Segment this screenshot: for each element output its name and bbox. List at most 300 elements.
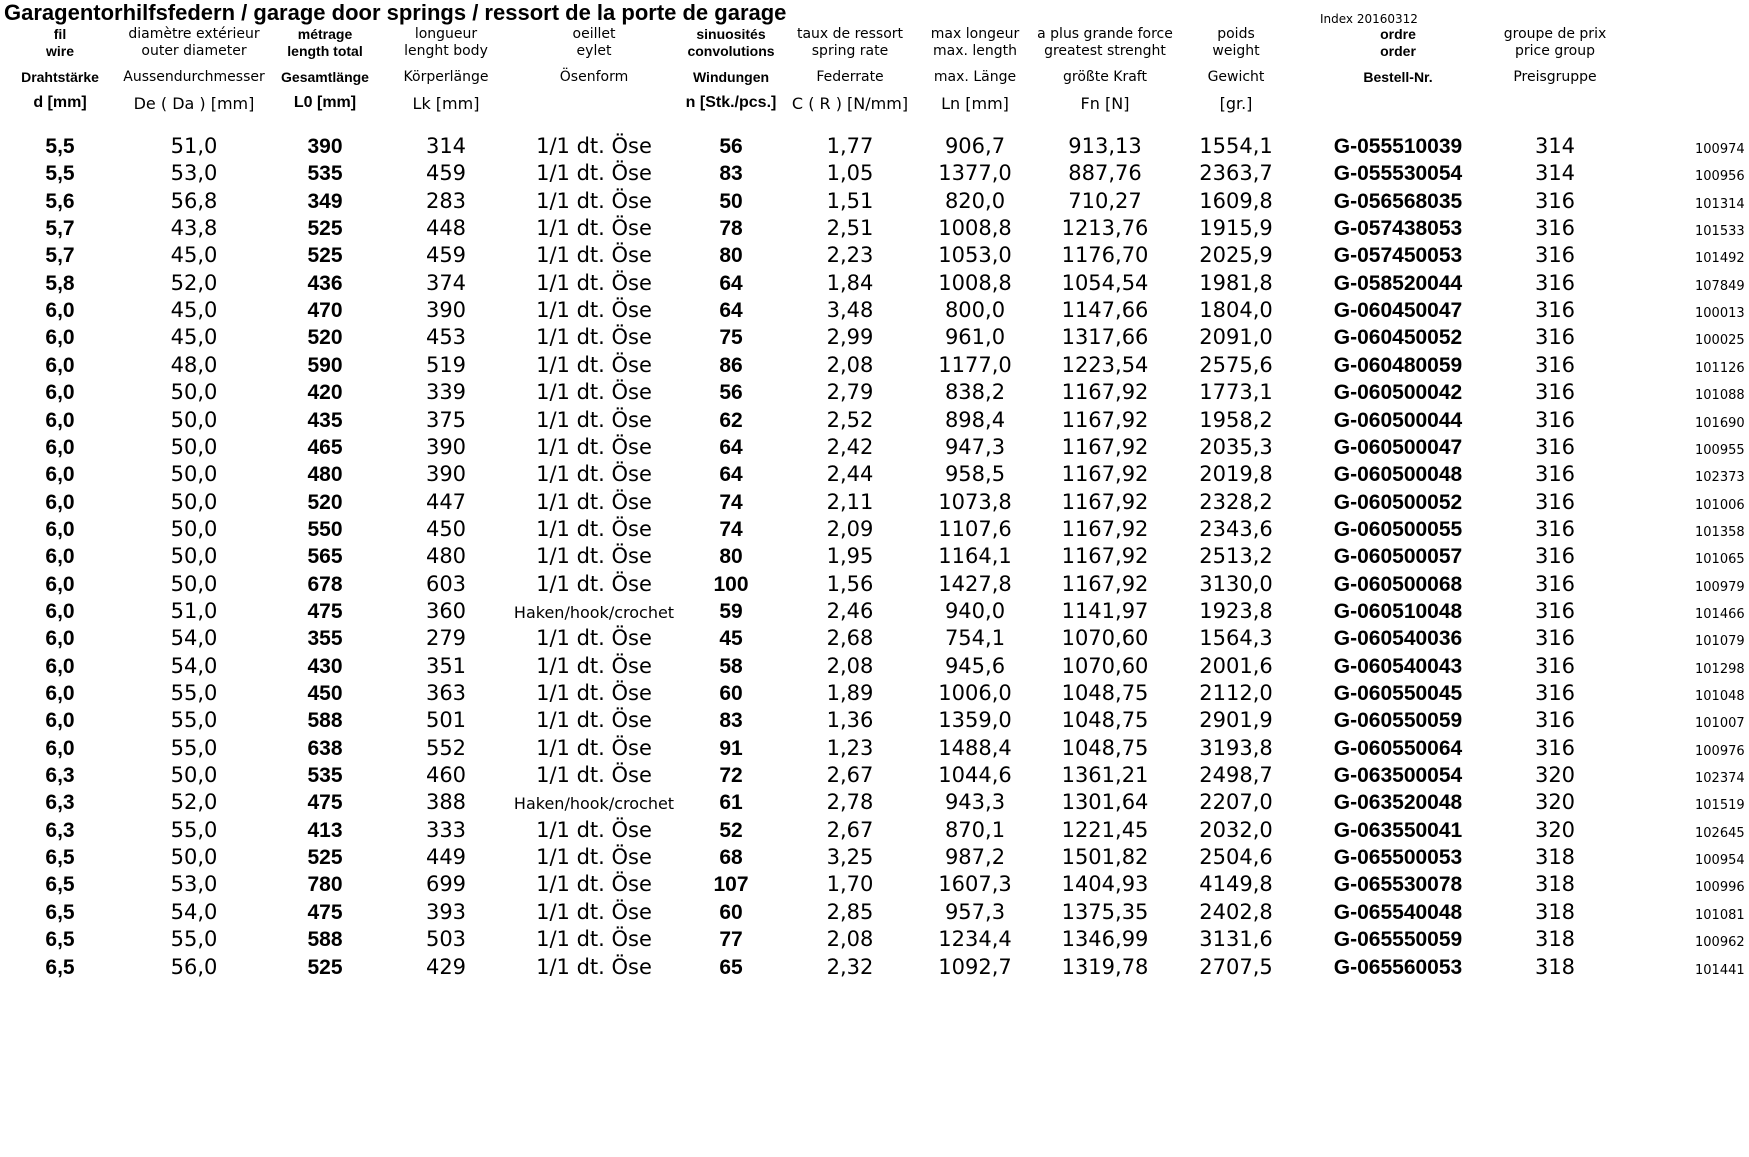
cell-wire: 6,0 xyxy=(45,572,75,596)
cell-greatest-force: 1301,64 xyxy=(1061,790,1149,815)
article-id: 101441 xyxy=(1695,962,1745,978)
cell-order-number: G-060540036 xyxy=(1333,627,1463,651)
header-convolutions-en: convolutions xyxy=(687,43,775,59)
cell-convolutions: 77 xyxy=(719,928,743,952)
article-id: 100956 xyxy=(1695,169,1745,185)
cell-greatest-force: 1375,35 xyxy=(1061,899,1149,924)
cell-spring-rate: 1,51 xyxy=(826,188,874,213)
article-id: 101081 xyxy=(1695,907,1745,923)
cell-length-total: 480 xyxy=(307,463,343,487)
header-length-total-unit: L0 [mm] xyxy=(293,94,357,111)
cell-greatest-force: 1501,82 xyxy=(1061,845,1149,870)
cell-weight: 4149,8 xyxy=(1199,872,1273,897)
cell-order-number: G-065540048 xyxy=(1333,900,1463,924)
table-row xyxy=(0,844,1749,871)
header-weight-en: weight xyxy=(1212,43,1260,59)
cell-max-length: 800,0 xyxy=(944,298,1006,323)
cell-length-body: 429 xyxy=(425,954,467,979)
cell-max-length: 1092,7 xyxy=(938,954,1012,979)
cell-outer-diameter: 55,0 xyxy=(170,817,218,842)
cell-outer-diameter: 54,0 xyxy=(170,899,218,924)
cell-length-total: 678 xyxy=(307,572,343,596)
cell-convolutions: 72 xyxy=(719,764,743,788)
cell-wire: 6,3 xyxy=(45,818,75,842)
article-id: 101314 xyxy=(1695,196,1745,212)
cell-order-number: G-065530078 xyxy=(1333,873,1463,897)
cell-length-body: 501 xyxy=(425,708,467,733)
cell-max-length: 961,0 xyxy=(944,325,1006,350)
cell-max-length: 1164,1 xyxy=(938,544,1012,569)
cell-length-total: 550 xyxy=(307,517,343,541)
header-weight-unit: [gr.] xyxy=(1219,94,1253,113)
article-id: 101298 xyxy=(1695,661,1745,677)
cell-price-group: 316 xyxy=(1534,516,1576,541)
cell-eyelet: 1/1 dt. Öse xyxy=(536,954,652,979)
cell-length-body: 480 xyxy=(425,544,467,569)
table-row xyxy=(0,735,1749,762)
cell-price-group: 318 xyxy=(1534,872,1576,897)
cell-spring-rate: 2,11 xyxy=(826,489,874,514)
cell-spring-rate: 2,46 xyxy=(826,598,874,623)
header-order-number-de: Bestell-Nr. xyxy=(1363,69,1433,85)
cell-outer-diameter: 50,0 xyxy=(170,407,218,432)
cell-greatest-force: 1167,92 xyxy=(1061,380,1149,405)
cell-weight: 2328,2 xyxy=(1199,489,1273,514)
cell-greatest-force: 1167,92 xyxy=(1061,489,1149,514)
cell-greatest-force: 1167,92 xyxy=(1061,571,1149,596)
cell-length-total: 355 xyxy=(307,627,343,651)
cell-max-length: 838,2 xyxy=(944,380,1006,405)
article-id: 101088 xyxy=(1695,388,1745,404)
cell-greatest-force: 1167,92 xyxy=(1061,434,1149,459)
table-row xyxy=(0,653,1749,680)
cell-convolutions: 65 xyxy=(719,955,743,979)
cell-spring-rate: 2,78 xyxy=(826,790,874,815)
cell-wire: 6,0 xyxy=(45,709,75,733)
table-row xyxy=(0,926,1749,953)
cell-max-length: 947,3 xyxy=(944,434,1006,459)
cell-max-length: 1006,0 xyxy=(938,681,1012,705)
cell-weight: 1564,3 xyxy=(1199,626,1273,651)
cell-wire: 6,0 xyxy=(45,408,75,432)
cell-length-total: 349 xyxy=(307,189,343,213)
cell-convolutions: 56 xyxy=(719,135,743,158)
header-greatest-force-unit: Fn [N] xyxy=(1080,94,1130,113)
cell-eyelet: 1/1 dt. Öse xyxy=(536,817,652,842)
cell-spring-rate: 2,52 xyxy=(826,407,874,432)
cell-wire: 5,6 xyxy=(45,189,75,213)
cell-weight: 1554,1 xyxy=(1199,134,1273,158)
cell-order-number: G-063550041 xyxy=(1333,818,1463,842)
cell-length-total: 450 xyxy=(307,682,343,705)
cell-eyelet: 1/1 dt. Öse xyxy=(536,708,652,733)
cell-convolutions: 91 xyxy=(719,736,743,760)
cell-wire: 6,5 xyxy=(45,846,75,870)
cell-length-body: 390 xyxy=(425,462,467,487)
cell-convolutions: 68 xyxy=(719,846,743,870)
cell-length-body: 390 xyxy=(425,298,467,323)
cell-max-length: 1377,0 xyxy=(938,161,1012,186)
header-max-length-en: max. length xyxy=(932,43,1018,59)
cell-order-number: G-058520044 xyxy=(1333,271,1463,295)
cell-length-total: 535 xyxy=(307,764,343,788)
cell-outer-diameter: 51,0 xyxy=(170,598,218,623)
cell-spring-rate: 2,67 xyxy=(826,817,874,842)
cell-length-body: 552 xyxy=(425,735,467,760)
cell-length-total: 436 xyxy=(307,271,343,295)
cell-greatest-force: 710,27 xyxy=(1068,188,1142,213)
cell-wire: 6,5 xyxy=(45,928,75,952)
cell-max-length: 945,6 xyxy=(944,653,1006,678)
cell-weight: 2091,0 xyxy=(1199,325,1273,350)
table-row xyxy=(0,598,1749,625)
cell-eyelet: 1/1 dt. Öse xyxy=(536,298,652,323)
cell-length-body: 375 xyxy=(425,407,467,432)
cell-convolutions: 59 xyxy=(719,599,743,623)
cell-outer-diameter: 54,0 xyxy=(170,626,218,651)
cell-length-body: 453 xyxy=(425,325,467,350)
cell-wire: 6,0 xyxy=(45,490,75,514)
cell-order-number: G-060550059 xyxy=(1333,709,1463,733)
table-row xyxy=(0,242,1749,269)
cell-convolutions: 75 xyxy=(719,326,743,350)
cell-convolutions: 83 xyxy=(719,162,743,186)
header-length-body-unit: Lk [mm] xyxy=(412,94,480,113)
cell-length-total: 638 xyxy=(307,736,343,760)
cell-eyelet: 1/1 dt. Öse xyxy=(536,216,652,241)
cell-outer-diameter: 53,0 xyxy=(170,161,218,186)
cell-weight: 1609,8 xyxy=(1199,188,1273,213)
header-outer-diameter-en: outer diameter xyxy=(141,43,247,59)
cell-price-group: 318 xyxy=(1534,899,1576,924)
header-price-group-en: price group xyxy=(1515,43,1595,59)
cell-greatest-force: 1070,60 xyxy=(1061,626,1149,651)
cell-outer-diameter: 55,0 xyxy=(170,735,218,760)
cell-greatest-force: 1319,78 xyxy=(1061,954,1149,979)
cell-length-total: 390 xyxy=(307,135,343,158)
cell-length-body: 279 xyxy=(425,626,467,651)
header-length-body-de: Körperlänge xyxy=(403,69,489,85)
cell-spring-rate: 2,08 xyxy=(826,927,874,952)
cell-length-total: 420 xyxy=(307,381,343,405)
table-row xyxy=(0,407,1749,434)
cell-length-body: 339 xyxy=(425,380,467,405)
cell-order-number: G-060500055 xyxy=(1333,517,1463,541)
cell-spring-rate: 3,48 xyxy=(826,298,874,323)
cell-max-length: 754,1 xyxy=(944,626,1006,651)
cell-max-length: 870,1 xyxy=(944,817,1006,842)
cell-wire: 6,0 xyxy=(45,682,75,705)
cell-length-total: 470 xyxy=(307,299,343,323)
header-length-total-de: Gesamtlänge xyxy=(281,69,369,85)
article-id: 100025 xyxy=(1695,333,1745,349)
cell-order-number: G-060450052 xyxy=(1333,326,1463,350)
cell-outer-diameter: 53,0 xyxy=(170,872,218,897)
cell-length-total: 565 xyxy=(307,545,343,569)
article-id: 101007 xyxy=(1695,716,1745,732)
cell-wire: 6,5 xyxy=(45,955,75,979)
cell-order-number: G-060540043 xyxy=(1333,654,1463,678)
cell-order-number: G-060510048 xyxy=(1333,599,1463,623)
cell-greatest-force: 1317,66 xyxy=(1061,325,1149,350)
table-row xyxy=(0,571,1749,598)
cell-order-number: G-060500042 xyxy=(1333,381,1463,405)
header-eyelet-de: Ösenform xyxy=(559,69,629,85)
cell-price-group: 316 xyxy=(1534,352,1576,377)
cell-price-group: 316 xyxy=(1534,188,1576,213)
cell-wire: 6,0 xyxy=(45,326,75,350)
header-convolutions-unit: n [Stk./pcs.] xyxy=(685,94,777,111)
header-outer-diameter-unit: De ( Da ) [mm] xyxy=(133,94,255,113)
cell-greatest-force: 1404,93 xyxy=(1061,872,1149,897)
article-id: 102374 xyxy=(1695,771,1745,787)
cell-order-number: G-060500068 xyxy=(1333,572,1463,596)
cell-greatest-force: 1147,66 xyxy=(1061,298,1149,323)
cell-order-number: G-060500057 xyxy=(1333,545,1463,569)
cell-order-number: G-060480059 xyxy=(1333,353,1463,377)
cell-convolutions: 80 xyxy=(719,244,743,268)
cell-price-group: 316 xyxy=(1534,380,1576,405)
cell-eyelet: 1/1 dt. Öse xyxy=(536,462,652,487)
cell-length-body: 460 xyxy=(425,763,467,788)
article-id: 101492 xyxy=(1695,251,1745,267)
table-row xyxy=(0,789,1749,816)
cell-eyelet: 1/1 dt. Öse xyxy=(536,763,652,788)
cell-length-total: 413 xyxy=(307,818,343,842)
cell-spring-rate: 1,70 xyxy=(826,872,874,897)
cell-eyelet: 1/1 dt. Öse xyxy=(536,243,652,268)
cell-spring-rate: 1,36 xyxy=(826,708,874,733)
header-length-total-en: length total xyxy=(287,43,363,59)
cell-length-body: 448 xyxy=(425,216,467,241)
cell-order-number: G-065550059 xyxy=(1333,928,1463,952)
cell-outer-diameter: 50,0 xyxy=(170,544,218,569)
cell-price-group: 316 xyxy=(1534,243,1576,268)
cell-wire: 6,3 xyxy=(45,791,75,815)
article-id: 101006 xyxy=(1695,497,1745,513)
article-id: 101358 xyxy=(1695,524,1745,540)
cell-weight: 2402,8 xyxy=(1199,899,1273,924)
header-wire-fr: fil xyxy=(53,26,67,42)
cell-convolutions: 100 xyxy=(713,572,749,596)
cell-spring-rate: 2,99 xyxy=(826,325,874,350)
cell-length-total: 465 xyxy=(307,435,343,459)
cell-convolutions: 74 xyxy=(719,490,743,514)
table-row xyxy=(0,133,1749,160)
cell-length-body: 351 xyxy=(425,653,467,678)
cell-eyelet: 1/1 dt. Öse xyxy=(536,735,652,760)
cell-spring-rate: 1,95 xyxy=(826,544,874,569)
cell-price-group: 316 xyxy=(1534,653,1576,678)
cell-order-number: G-057450053 xyxy=(1333,244,1463,268)
cell-price-group: 316 xyxy=(1534,626,1576,651)
cell-length-body: 393 xyxy=(425,899,467,924)
header-max-length-unit: Ln [mm] xyxy=(941,94,1009,113)
cell-length-body: 449 xyxy=(425,845,467,870)
cell-eyelet: 1/1 dt. Öse xyxy=(536,380,652,405)
cell-price-group: 316 xyxy=(1534,708,1576,733)
cell-price-group: 320 xyxy=(1534,763,1576,788)
cell-order-number: G-060500052 xyxy=(1333,490,1463,514)
cell-convolutions: 60 xyxy=(719,682,743,705)
cell-spring-rate: 2,44 xyxy=(826,462,874,487)
article-id: 101519 xyxy=(1695,798,1745,814)
cell-max-length: 906,7 xyxy=(944,134,1006,158)
cell-price-group: 320 xyxy=(1534,790,1576,815)
cell-max-length: 1008,8 xyxy=(938,216,1012,241)
cell-weight: 1923,8 xyxy=(1199,598,1273,623)
article-id: 100962 xyxy=(1695,935,1745,951)
cell-length-body: 363 xyxy=(425,681,467,705)
cell-max-length: 957,3 xyxy=(944,899,1006,924)
cell-wire: 6,0 xyxy=(45,463,75,487)
cell-convolutions: 45 xyxy=(719,627,743,651)
header-greatest-force-de: größte Kraft xyxy=(1063,69,1147,85)
cell-eyelet: 1/1 dt. Öse xyxy=(536,188,652,213)
cell-weight: 2025,9 xyxy=(1199,243,1273,268)
cell-spring-rate: 1,77 xyxy=(826,134,874,158)
cell-weight: 2498,7 xyxy=(1199,763,1273,788)
cell-max-length: 1234,4 xyxy=(938,927,1012,952)
cell-spring-rate: 1,56 xyxy=(826,571,874,596)
cell-max-length: 987,2 xyxy=(944,845,1006,870)
cell-wire: 6,0 xyxy=(45,353,75,377)
table-row xyxy=(0,434,1749,461)
cell-spring-rate: 1,89 xyxy=(826,681,874,705)
cell-spring-rate: 1,84 xyxy=(826,270,874,295)
cell-convolutions: 52 xyxy=(719,818,743,842)
article-id: 101466 xyxy=(1695,606,1745,622)
cell-length-total: 520 xyxy=(307,490,343,514)
cell-outer-diameter: 55,0 xyxy=(170,681,218,705)
table-row xyxy=(0,297,1749,324)
cell-order-number: G-060550064 xyxy=(1333,736,1463,760)
cell-greatest-force: 1223,54 xyxy=(1061,352,1149,377)
cell-eyelet: Haken/hook/crochet xyxy=(513,794,675,814)
cell-price-group: 316 xyxy=(1534,735,1576,760)
cell-price-group: 316 xyxy=(1534,270,1576,295)
header-weight-de: Gewicht xyxy=(1207,69,1265,85)
article-id: 107849 xyxy=(1695,278,1745,294)
cell-wire: 6,0 xyxy=(45,654,75,678)
cell-convolutions: 58 xyxy=(719,654,743,678)
table-row xyxy=(0,871,1749,898)
cell-length-total: 435 xyxy=(307,408,343,432)
cell-max-length: 1073,8 xyxy=(938,489,1012,514)
cell-price-group: 316 xyxy=(1534,325,1576,350)
article-id: 101126 xyxy=(1695,360,1745,376)
cell-max-length: 943,3 xyxy=(944,790,1006,815)
table-row xyxy=(0,489,1749,516)
cell-outer-diameter: 43,8 xyxy=(170,216,218,241)
cell-wire: 6,0 xyxy=(45,435,75,459)
cell-eyelet: Haken/hook/crochet xyxy=(513,602,675,622)
header-max-length-fr: max longeur xyxy=(930,26,1020,42)
cell-convolutions: 62 xyxy=(719,408,743,432)
cell-order-number: G-055530054 xyxy=(1333,162,1463,186)
cell-price-group: 316 xyxy=(1534,462,1576,487)
cell-price-group: 316 xyxy=(1534,489,1576,514)
cell-outer-diameter: 55,0 xyxy=(170,708,218,733)
cell-greatest-force: 1048,75 xyxy=(1061,708,1149,733)
cell-order-number: G-056568035 xyxy=(1333,189,1463,213)
cell-price-group: 316 xyxy=(1534,298,1576,323)
cell-spring-rate: 1,05 xyxy=(826,161,874,186)
cell-length-body: 314 xyxy=(425,134,467,158)
cell-max-length: 940,0 xyxy=(944,598,1006,623)
table-row xyxy=(0,352,1749,379)
cell-max-length: 1044,6 xyxy=(938,763,1012,788)
cell-length-body: 390 xyxy=(425,434,467,459)
cell-spring-rate: 2,67 xyxy=(826,763,874,788)
cell-eyelet: 1/1 dt. Öse xyxy=(536,845,652,870)
header-length-body-fr: longueur xyxy=(414,26,478,42)
article-id: 100979 xyxy=(1695,579,1745,595)
cell-weight: 2363,7 xyxy=(1199,161,1273,186)
cell-max-length: 1488,4 xyxy=(938,735,1012,760)
table-row xyxy=(0,954,1749,981)
cell-eyelet: 1/1 dt. Öse xyxy=(536,516,652,541)
cell-length-total: 430 xyxy=(307,654,343,678)
cell-eyelet: 1/1 dt. Öse xyxy=(536,899,652,924)
article-id: 101048 xyxy=(1695,689,1745,704)
cell-greatest-force: 1167,92 xyxy=(1061,407,1149,432)
header-outer-diameter-de: Aussendurchmesser xyxy=(123,69,265,85)
cell-eyelet: 1/1 dt. Öse xyxy=(536,407,652,432)
header-order-number-en: order xyxy=(1380,43,1416,59)
cell-convolutions: 86 xyxy=(719,353,743,377)
header-price-group-fr: groupe de prix xyxy=(1503,26,1607,42)
cell-wire: 6,0 xyxy=(45,736,75,760)
cell-wire: 5,5 xyxy=(45,162,75,186)
cell-length-body: 333 xyxy=(425,817,467,842)
cell-wire: 6,0 xyxy=(45,299,75,323)
cell-eyelet: 1/1 dt. Öse xyxy=(536,134,652,158)
article-id: 100976 xyxy=(1695,743,1745,759)
cell-weight: 3130,0 xyxy=(1199,571,1273,596)
cell-max-length: 1053,0 xyxy=(938,243,1012,268)
header-spring-rate-de: Federrate xyxy=(816,69,884,85)
cell-length-body: 360 xyxy=(425,598,467,623)
cell-eyelet: 1/1 dt. Öse xyxy=(536,161,652,186)
cell-price-group: 316 xyxy=(1534,598,1576,623)
header-order-number-fr: ordre xyxy=(1380,26,1416,42)
cell-wire: 5,7 xyxy=(45,244,75,268)
cell-convolutions: 107 xyxy=(713,873,749,897)
cell-max-length: 820,0 xyxy=(944,188,1006,213)
page-title: Garagentorhilfsfedern / garage door springs / ressort de la porte de garage xyxy=(4,0,787,25)
cell-order-number: G-060500047 xyxy=(1333,435,1463,459)
header-wire-en: wire xyxy=(45,43,75,59)
header-eyelet-fr: oeillet xyxy=(572,26,616,42)
cell-greatest-force: 1213,76 xyxy=(1061,216,1149,241)
article-id: 100974 xyxy=(1695,142,1745,157)
cell-convolutions: 61 xyxy=(719,791,743,815)
cell-length-total: 525 xyxy=(307,217,343,241)
table-row xyxy=(0,215,1749,242)
cell-weight: 1958,2 xyxy=(1199,407,1273,432)
cell-price-group: 316 xyxy=(1534,407,1576,432)
header-greatest-force-fr: a plus grande force xyxy=(1037,26,1173,42)
cell-greatest-force: 1054,54 xyxy=(1061,270,1149,295)
header-outer-diameter-fr: diamètre extérieur xyxy=(128,26,260,42)
cell-weight: 2035,3 xyxy=(1199,434,1273,459)
cell-outer-diameter: 54,0 xyxy=(170,653,218,678)
cell-weight: 2019,8 xyxy=(1199,462,1273,487)
cell-order-number: G-060500044 xyxy=(1333,408,1463,432)
cell-price-group: 314 xyxy=(1534,161,1576,186)
cell-convolutions: 80 xyxy=(719,545,743,569)
